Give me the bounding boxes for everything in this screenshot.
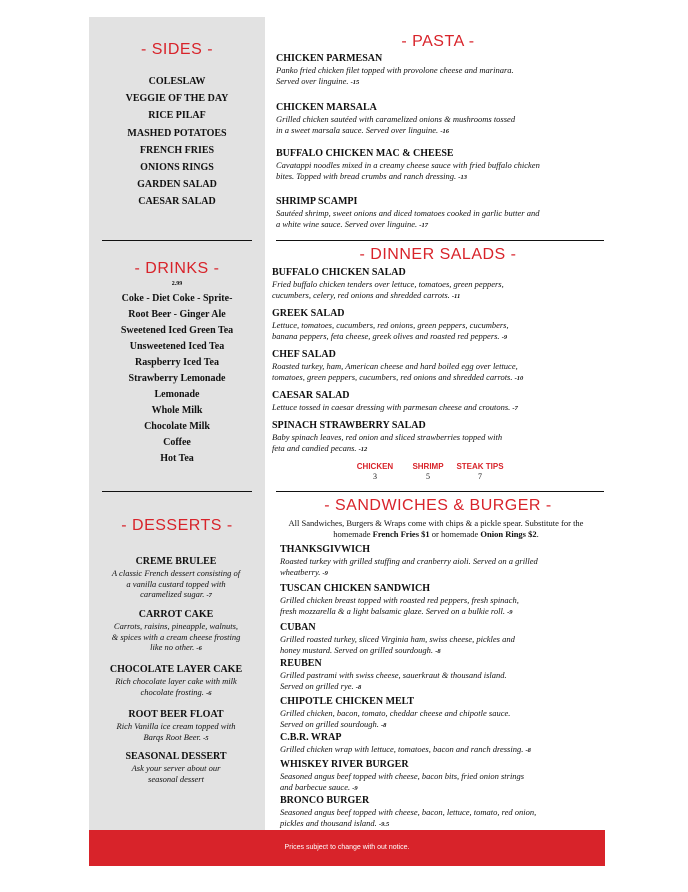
dish-description-line: Served on grilled rye.: [280, 680, 354, 691]
addon-price: 3: [373, 472, 377, 481]
drinks-item: Strawberry Lemonade: [128, 373, 226, 384]
dish-description: [272, 402, 518, 415]
dessert-item: [96, 709, 256, 744]
salad-item: [272, 420, 502, 455]
dish-description-line: Carrots, raisins, pineapple, walnuts,: [113, 621, 239, 631]
dish-description-line: Rich Vanilla ice cream topped with: [116, 721, 236, 731]
sandwich-note: [270, 518, 602, 539]
dish-name: SHRIMP SCAMPI: [276, 196, 358, 207]
sandwich-item: [280, 732, 531, 757]
drinks-item: Sweetened Iced Green Tea: [120, 325, 234, 336]
dish-name: ROOT BEER FLOAT: [128, 709, 224, 720]
dish-description: [280, 771, 524, 794]
dish-description: [276, 114, 515, 137]
drinks-item: Coke - Diet Coke - Sprite-: [121, 293, 233, 304]
dish-price: -5: [203, 734, 209, 742]
dish-price: -9: [322, 569, 328, 577]
dish-name: C.B.R. WRAP: [280, 732, 342, 743]
dish-description-line: cucumbers, celery, red onions and shredded carrots.: [272, 289, 450, 300]
drinks-item: Lemonade: [154, 389, 200, 400]
dish-description-line: Fried buffalo chicken tenders over lettuce, tomatoes, green peppers,: [272, 279, 504, 289]
salad-addon: [400, 462, 456, 482]
dish-description: [280, 595, 519, 618]
sandwich-note-pre: homemade: [333, 528, 373, 539]
dish-name: CARROT CAKE: [138, 609, 214, 620]
sides-item: COLESLAW: [148, 76, 206, 87]
dish-price: -15: [350, 78, 360, 86]
dish-description: [96, 763, 256, 784]
dish-description-line: pickles and thousand island.: [280, 817, 377, 828]
dish-description: [272, 432, 502, 455]
dish-description-line: a white wine sauce. Served over linguine.: [276, 218, 418, 229]
addon-label: SHRIMP: [412, 462, 444, 471]
dish-description-line: in a sweet marsala sauce. Served over linguine.: [276, 124, 439, 135]
dish-description-line: Served on grilled sourdough.: [280, 718, 379, 729]
dish-description-line: Baby spinach leaves, red onion and sliced strawberries topped with: [272, 432, 503, 442]
sandwich-note-post: .: [536, 528, 539, 539]
dish-description-line: honey mustard. Served on grilled sourdough.: [280, 644, 434, 655]
sides-item: VEGGIE OF THE DAY: [125, 93, 229, 104]
dish-price: -6: [196, 645, 202, 652]
drinks-divider: [102, 491, 252, 492]
dish-description-line: bites. Topped with bread crumbs and ranch dressing.: [276, 170, 457, 181]
dish-description: [96, 721, 256, 744]
pasta-title: - PASTA -: [401, 33, 475, 50]
dish-price: -7: [206, 592, 212, 599]
salad-item: [272, 267, 504, 302]
dish-description-line: like no other.: [150, 642, 195, 652]
dish-description-line: Lettuce tossed in caesar dressing with parmesan cheese and croutons.: [272, 402, 511, 412]
dish-price: -9: [507, 608, 513, 616]
sides-item: MASHED POTATOES: [127, 128, 227, 139]
footer-notice: Prices subject to change with out notice.: [284, 844, 410, 851]
dish-description-line: Rich chocolate layer cake with milk: [115, 676, 237, 686]
sides-item: GARDEN SALAD: [137, 179, 217, 190]
dish-price: -6: [206, 689, 212, 697]
salads-title: - DINNER SALADS -: [359, 246, 517, 263]
dish-description-line: chocolate frosting.: [140, 686, 204, 697]
dish-name: CHICKEN PARMESAN: [276, 53, 383, 64]
drinks-item: Raspberry Iced Tea: [135, 357, 219, 368]
dish-description-line: caramelized sugar.: [140, 589, 205, 599]
dish-description: [272, 279, 504, 302]
footer-bar: [89, 830, 605, 866]
dish-description: [276, 160, 540, 183]
salad-item: [272, 349, 523, 384]
drinks-item: Whole Milk: [151, 405, 203, 416]
dessert-item: [96, 609, 256, 655]
dish-description-line: Lettuce, tomatoes, cucumbers, red onions, green peppers, cucumbers,: [272, 320, 509, 330]
dish-description-line: Grilled chicken, bacon, tomato, cheddar cheese and chipotle sauce.: [280, 708, 511, 718]
dish-name: WHISKEY RIVER BURGER: [280, 759, 409, 770]
dish-description-line: & spices with a cream cheese frosting: [111, 631, 241, 642]
dish-name: BUFFALO CHICKEN MAC & CHEESE: [276, 148, 454, 159]
drinks-item: Chocolate Milk: [144, 421, 210, 432]
addon-price: 5: [426, 472, 430, 481]
salad-item: [272, 308, 509, 343]
dessert-item: [96, 751, 256, 784]
drinks-item: Unsweetened Iced Tea: [129, 341, 225, 352]
dessert-item: [96, 556, 256, 602]
dish-name: BUFFALO CHICKEN SALAD: [272, 267, 406, 278]
dish-description-line: Roasted turkey with grilled stuffing and cranberry aioli. Served on a grilled: [280, 556, 538, 566]
dish-name: CHIPOTLE CHICKEN MELT: [280, 696, 415, 707]
dish-name: SEASONAL DESSERT: [125, 751, 227, 762]
dish-description-line: seasonal dessert: [148, 773, 204, 784]
dessert-item: [96, 664, 256, 699]
sides-item: CAESAR SALAD: [138, 196, 216, 207]
dish-name: TUSCAN CHICKEN SANDWICH: [280, 583, 431, 594]
dish-description: [280, 807, 536, 830]
dish-name: CHOCOLATE LAYER CAKE: [109, 664, 243, 675]
dish-name: THANKSGIVWICH: [280, 544, 371, 555]
sandwich-item: [280, 658, 507, 693]
drinks-item: Coffee: [163, 437, 191, 448]
dish-description: [96, 621, 256, 655]
dish-description-line: Grilled pastrami with swiss cheese, sauerkraut & thousand island.: [280, 670, 507, 680]
dish-name: CAESAR SALAD: [272, 390, 350, 401]
addon-label: CHICKEN: [356, 462, 394, 471]
dish-description-line: and barbecue sauce.: [280, 781, 351, 792]
dish-name: BRONCO BURGER: [280, 795, 370, 806]
dish-description-line: Grilled chicken sautéed with caramelized onions & mushrooms tossed: [276, 114, 516, 124]
drinks-price: 2.99: [171, 281, 183, 287]
sides-item: ONIONS RINGS: [140, 162, 214, 173]
sandwich-item: [280, 795, 536, 830]
addon-price: 7: [478, 472, 482, 481]
dish-price: -9.5: [378, 820, 390, 828]
sandwich-item: [280, 622, 515, 657]
pasta-divider: [276, 240, 604, 241]
dish-description: [276, 65, 514, 88]
dish-description: [280, 556, 538, 579]
dish-price: -13: [458, 173, 467, 181]
dish-price: -17: [419, 221, 428, 229]
addon-label: STEAK TIPS: [456, 462, 504, 471]
sides-divider: [102, 240, 252, 241]
salad-item: [272, 390, 518, 415]
dish-name: CREME BRULEE: [135, 556, 217, 567]
dish-description: [272, 320, 509, 343]
sides-item: FRENCH FRIES: [139, 145, 215, 156]
dish-price: -7: [512, 405, 518, 412]
pasta-item: [276, 53, 514, 88]
salad-addon: [452, 462, 508, 482]
dish-description: [272, 361, 523, 384]
dish-description-line: Served over linguine.: [276, 75, 349, 86]
drinks-title: - DRINKS -: [134, 260, 220, 277]
pasta-item: [276, 102, 515, 137]
sandwich-item: [280, 544, 538, 579]
sandwich-note-mid: or homemade: [429, 528, 481, 539]
sides-title: - SIDES -: [140, 41, 214, 58]
dish-description: [96, 676, 256, 699]
sides-item: RICE PILAF: [148, 110, 206, 121]
dish-description: [96, 568, 256, 602]
dish-description-line: feta and candied pecans.: [272, 442, 357, 453]
dish-price: -9: [352, 784, 358, 792]
drinks-item: Root Beer - Ginger Ale: [128, 309, 226, 320]
sandwich-item: [280, 696, 510, 731]
dish-description-line: wheatberry.: [280, 566, 321, 577]
dish-description: [280, 744, 531, 757]
dish-name: CHICKEN MARSALA: [276, 102, 377, 113]
sandwiches-title: - SANDWICHES & BURGER -: [324, 497, 552, 514]
dish-description-line: Grilled chicken wrap with lettuce, tomatoes, bacon and ranch dressing.: [280, 744, 524, 754]
dish-name: REUBEN: [280, 658, 322, 669]
dish-description-line: Ask your server about our: [131, 763, 221, 773]
sandwich-note-rings: Onion Rings $2: [480, 528, 537, 539]
dish-description-line: Cavatappi noodles mixed in a creamy cheese sauce with fried buffalo chicken: [276, 160, 540, 170]
dish-description-line: Seasoned angus beef topped with cheese, bacon bits, fried onion strings: [280, 771, 525, 781]
salads-divider: [276, 491, 604, 492]
dish-name: CUBAN: [280, 622, 316, 633]
dish-description: [280, 634, 515, 657]
dish-name: CHEF SALAD: [272, 349, 336, 360]
dish-description-line: Seasoned angus beef topped with cheese, bacon, lettuce, tomato, red onion,: [280, 807, 537, 817]
sandwich-note-fries: French Fries $1: [372, 528, 430, 539]
dish-description-line: a vanilla custard topped with: [126, 578, 226, 589]
dish-description-line: Barqs Root Beer.: [143, 731, 201, 742]
dish-name: SPINACH STRAWBERRY SALAD: [272, 420, 426, 431]
dish-price: -8: [435, 647, 441, 655]
dish-description-line: Panko fried chicken filet topped with provolone cheese and marinara.: [276, 65, 514, 75]
dish-name: GREEK SALAD: [272, 308, 345, 319]
dish-description-line: tomatoes, green peppers, cucumbers, red onions and shredded carrots.: [272, 371, 513, 382]
sandwich-item: [280, 759, 524, 794]
dish-description: [280, 708, 510, 731]
dish-description-line: fresh mozzarella & a light balsamic glaze. Served on a bulkie roll.: [280, 605, 505, 616]
dish-description-line: Grilled chicken breast topped with roasted red peppers, fresh spinach,: [280, 595, 519, 605]
dish-description-line: Grilled roasted turkey, sliced Virginia ham, swiss cheese, pickles and: [280, 634, 515, 644]
dish-description: [276, 208, 539, 231]
pasta-item: [276, 196, 539, 231]
dish-description-line: banana peppers, feta cheese, greek olives and roasted red peppers.: [272, 330, 500, 341]
dish-price: -8: [525, 747, 531, 754]
dish-description-line: Roasted turkey, ham, American cheese and hard boiled egg over lettuce,: [272, 361, 518, 371]
dish-price: -16: [440, 127, 449, 135]
salad-addon: [347, 462, 403, 482]
dish-description-line: Sautéed shrimp, sweet onions and diced tomatoes cooked in garlic butter and: [276, 208, 540, 218]
dish-price: -9: [501, 333, 508, 341]
dish-price: -12: [358, 445, 368, 453]
pasta-item: [276, 148, 540, 183]
dish-price: -8: [355, 683, 362, 691]
drinks-item: Hot Tea: [160, 453, 194, 464]
dish-description-line: A classic French dessert consisting of: [111, 568, 241, 578]
desserts-title: - DESSERTS -: [121, 517, 233, 534]
sandwich-note-line1: All Sandwiches, Burgers & Wraps come with chips & a pickle spear. Substitute for the: [288, 518, 584, 528]
dish-price: -10: [514, 374, 524, 382]
dish-price: -8: [380, 721, 387, 729]
dish-description: [280, 670, 507, 693]
sandwich-item: [280, 583, 519, 618]
dish-price: -11: [451, 292, 461, 300]
